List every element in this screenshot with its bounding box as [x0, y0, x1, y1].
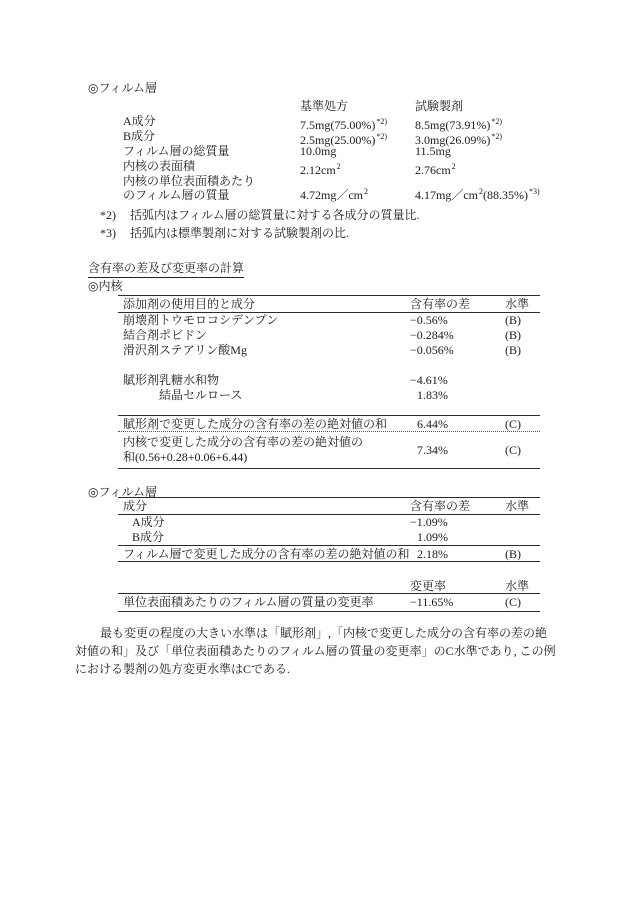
blank-gap: [118, 562, 540, 578]
excipient-sum-row: [118, 415, 540, 432]
component-cell: [118, 313, 410, 328]
diff-value: 1.83%: [417, 388, 448, 402]
film-composition-table: [88, 99, 558, 203]
value-text: 7.5mg(75.00%): [300, 118, 376, 132]
diff-value: −0.284%: [410, 328, 454, 342]
footnote-marker: *2): [376, 117, 387, 126]
component-name: 乳糖水和物: [159, 373, 220, 387]
header-change-rate: 変更率: [410, 579, 447, 593]
component-cell: [118, 388, 410, 403]
row-label: A成分: [123, 114, 156, 128]
core-diff-table: [118, 295, 540, 469]
additive-category: 結合剤: [123, 328, 160, 342]
table-row: [118, 313, 540, 328]
header-content-diff: 含有率の差: [410, 297, 471, 311]
header-component: 成分: [123, 499, 148, 513]
table-row: [88, 114, 558, 132]
header-content-diff: 含有率の差: [410, 499, 471, 513]
column-header-standard: 基準処方: [300, 99, 349, 113]
empty-header-cell: [88, 99, 300, 114]
calculation-section-title: 含有率の差及び変更率の計算: [88, 259, 244, 278]
diff-value: −4.61%: [410, 373, 448, 387]
footnote: [100, 206, 420, 224]
standard-value: [300, 159, 415, 177]
additive-category: 滑沢剤: [123, 343, 160, 357]
standard-value: 10.0mg: [300, 144, 337, 158]
diff-value: 6.44%: [417, 417, 448, 431]
table-row: [118, 530, 540, 545]
level-value: [505, 530, 540, 545]
header-level: 水準: [505, 297, 530, 311]
core-heading: ◎内核: [88, 279, 123, 293]
sum-label: フィルム層で変更した成分の含有率の差の絶対値の和: [123, 547, 410, 561]
film-table-header: [118, 498, 540, 515]
footnote-marker: *2): [491, 132, 502, 141]
footnote-marker: *2): [491, 117, 502, 126]
footnote: [100, 224, 420, 242]
level-value: [505, 388, 540, 403]
sum-label: [118, 435, 410, 465]
level-value: (B): [505, 343, 521, 357]
test-value: 11.5mg: [415, 144, 451, 158]
value-text: 2.5mg(25.00%): [300, 133, 376, 147]
table-row: [118, 373, 540, 388]
sum-label: 賦形剤で変更した成分の含有率の差の絶対値の和: [123, 417, 388, 431]
header-level: 水準: [505, 499, 530, 513]
change-rate-header: [118, 578, 540, 594]
film-sum-row: [118, 545, 540, 562]
diff-value: −0.056%: [410, 343, 454, 357]
superscript: 2: [479, 187, 483, 196]
additive-category: 崩壊剤: [123, 313, 160, 327]
blank-gap: [118, 403, 540, 415]
level-value: (B): [505, 328, 521, 342]
component-name: トウモロコシデンプン: [159, 313, 279, 327]
table-row: [88, 144, 558, 159]
row-label: フィルム層の総質量: [123, 144, 230, 158]
header-purpose-and-component: 添加剤の使用目的と成分: [123, 297, 256, 311]
value-text: 4.17mg／cm: [415, 188, 478, 202]
film-diff-heading: ◎フィルム層: [88, 485, 158, 499]
table-row: [118, 388, 540, 403]
film-diff-table: [118, 497, 540, 612]
footnote-marker: *2): [100, 208, 116, 222]
footnote-marker: *3): [100, 226, 116, 240]
footnote-marker: *3): [529, 187, 540, 196]
additive-category: 賦形剤: [123, 373, 160, 387]
value-text: 2.12cm: [300, 163, 336, 177]
value-tail: (88.35%): [483, 188, 528, 202]
header-level: 水準: [505, 579, 530, 593]
component-cell: [118, 343, 410, 358]
table-row: [118, 328, 540, 343]
component-name: 結晶セルロース: [159, 388, 243, 402]
row-label-line1: 内核の単位表面積あたり: [123, 174, 256, 188]
blank-row: [118, 358, 540, 373]
level-value: (B): [505, 313, 521, 327]
footnote-text: 括弧内はフィルム層の総質量に対する各成分の質量比.: [130, 208, 420, 222]
core-table-header: [118, 296, 540, 313]
standard-value: [300, 184, 415, 203]
table-row: [88, 129, 558, 147]
test-value: [415, 114, 558, 132]
test-value: [415, 159, 558, 177]
component-name: ステアリン酸Mg: [159, 343, 247, 357]
core-total-sum-row: [118, 432, 540, 468]
table-row: [118, 515, 540, 530]
column-header-test: 試験製剤: [415, 99, 464, 113]
table-row: [118, 343, 540, 358]
diff-value: −1.09%: [410, 515, 448, 529]
superscript: 2: [336, 162, 341, 171]
component-name: A成分: [132, 515, 165, 529]
standard-value: [300, 129, 415, 147]
component-name: ポビドン: [159, 328, 208, 342]
value-text: 8.5mg(73.91%): [415, 118, 491, 132]
table-row: [88, 159, 558, 177]
superscript: 2: [451, 162, 456, 171]
row-label: 内核の表面積: [123, 159, 196, 173]
film-composition-header-row: [88, 99, 558, 114]
level-value: (C): [505, 595, 521, 609]
row-label: 単位表面積あたりのフィルム層の質量の変更率: [123, 595, 374, 609]
row-label: [88, 174, 300, 202]
level-value: (B): [505, 547, 521, 561]
test-value: [415, 129, 558, 147]
level-value: (C): [505, 442, 521, 457]
sum-label-line2: 和(0.56+0.28+0.06+6.44): [123, 450, 248, 464]
value-text: 2.76cm: [415, 163, 451, 177]
footnote-marker: *2): [376, 132, 387, 141]
diff-value: 7.34%: [417, 442, 448, 457]
footnote-text: 括弧内は標準製剤に対する試験製剤の比.: [130, 226, 350, 240]
conclusion-paragraph: 最も変更の程度の大きい水準は「賦形剤」,「内核で変更した成分の含有率の差の絶対値の和」及び「単位表面積あたりのフィルム層の質量の変更率」のC水準であり, この例における製剤の処方変更水準はCである.: [75, 626, 556, 676]
value-text: 3.0mg(26.09%): [415, 133, 491, 147]
mass-change-rate-row: [118, 594, 540, 611]
diff-value: 2.18%: [417, 547, 448, 561]
row-label-line2: のフィルム層の質量: [123, 188, 230, 202]
component-cell: [118, 373, 410, 388]
level-value: [505, 373, 540, 388]
component-name: B成分: [132, 530, 165, 544]
level-value: [505, 515, 540, 530]
film-composition-section: [88, 80, 558, 203]
level-value: (C): [505, 417, 521, 431]
sum-label-line1: 内核で変更した成分の含有率の差の絶対値の: [123, 435, 364, 449]
value-text: 4.72mg／cm: [300, 188, 363, 202]
test-value: [415, 184, 558, 203]
film-composition-heading: ◎フィルム層: [88, 81, 158, 95]
empty-header-cell: [118, 578, 410, 593]
diff-value: −11.65%: [410, 595, 454, 609]
footnotes: [100, 206, 420, 242]
diff-value: −0.56%: [410, 313, 448, 327]
table-row: [88, 174, 558, 203]
component-cell: [118, 328, 410, 343]
row-label: B成分: [123, 129, 156, 143]
diff-value: 1.09%: [417, 530, 448, 544]
superscript: 2: [364, 187, 368, 196]
standard-value: [300, 114, 415, 132]
